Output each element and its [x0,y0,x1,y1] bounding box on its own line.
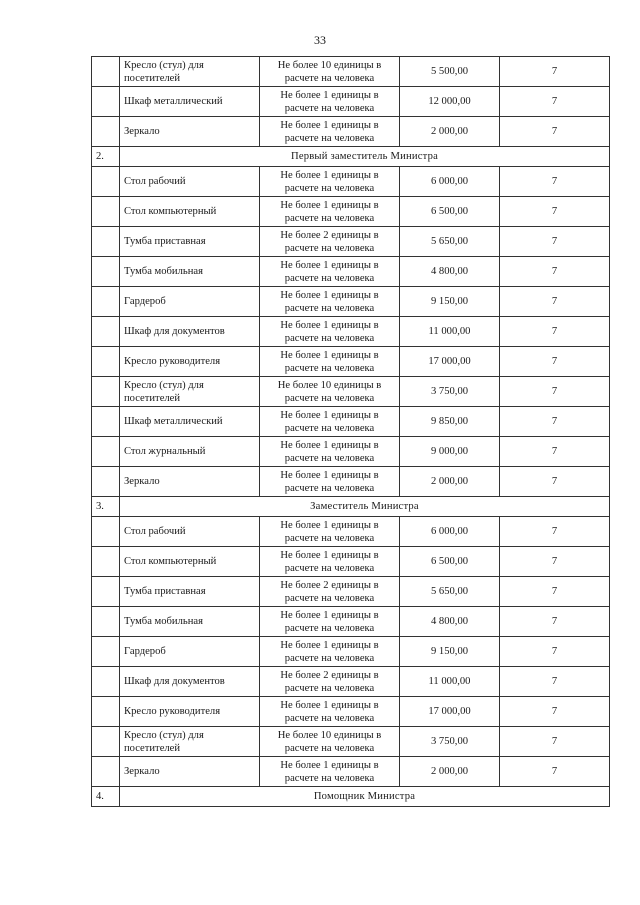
table-row [92,547,610,577]
quantity-norm-cell: Не более 1 единицы в расчете на человека [260,467,400,497]
table-row [92,287,610,317]
quantity-norm-cell: Не более 1 единицы в расчете на человека [260,317,400,347]
row-number-cell [92,697,120,727]
item-name-cell: Гардероб [120,637,260,667]
table-row [92,607,610,637]
service-term-cell: 7 [500,57,610,87]
quantity-norm-cell: Не более 1 единицы в расчете на человека [260,347,400,377]
table-row [92,347,610,377]
quantity-norm-cell: Не более 2 единицы в расчете на человека [260,667,400,697]
price-cell: 2 000,00 [400,757,500,787]
section-number: 3. [92,497,120,517]
section-row [92,147,610,167]
row-number-cell [92,667,120,697]
table-row [92,377,610,407]
price-cell: 6 500,00 [400,547,500,577]
table-row [92,57,610,87]
price-cell: 4 800,00 [400,257,500,287]
item-name-cell: Тумба приставная [120,577,260,607]
section-title: Помощник Министра [120,787,610,807]
service-term-cell: 7 [500,227,610,257]
table-row [92,257,610,287]
service-term-cell: 7 [500,667,610,697]
row-number-cell [92,167,120,197]
row-number-cell [92,577,120,607]
price-cell: 6 000,00 [400,167,500,197]
item-name-cell: Шкаф для документов [120,667,260,697]
table-row [92,757,610,787]
table-row [92,577,610,607]
table-row [92,227,610,257]
item-name-cell: Стол рабочий [120,517,260,547]
section-row [92,497,610,517]
row-number-cell [92,317,120,347]
item-name-cell: Тумба мобильная [120,607,260,637]
table-row [92,697,610,727]
table-row [92,197,610,227]
quantity-norm-cell: Не более 2 единицы в расчете на человека [260,227,400,257]
price-cell: 3 750,00 [400,377,500,407]
item-name-cell: Кресло (стул) для посетителей [120,377,260,407]
service-term-cell: 7 [500,287,610,317]
item-name-cell: Зеркало [120,467,260,497]
item-name-cell: Кресло (стул) для посетителей [120,727,260,757]
table-body [92,57,610,807]
price-cell: 5 650,00 [400,577,500,607]
service-term-cell: 7 [500,437,610,467]
item-name-cell: Гардероб [120,287,260,317]
service-term-cell: 7 [500,577,610,607]
item-name-cell: Тумба мобильная [120,257,260,287]
row-number-cell [92,197,120,227]
quantity-norm-cell: Не более 1 единицы в расчете на человека [260,697,400,727]
quantity-norm-cell: Не более 1 единицы в расчете на человека [260,167,400,197]
item-name-cell: Стол компьютерный [120,197,260,227]
quantity-norm-cell: Не более 1 единицы в расчете на человека [260,637,400,667]
service-term-cell: 7 [500,347,610,377]
page-number: 33 [314,33,326,47]
price-cell: 12 000,00 [400,87,500,117]
price-cell: 11 000,00 [400,667,500,697]
table-row [92,407,610,437]
table-row [92,727,610,757]
quantity-norm-cell: Не более 10 единицы в расчете на человека [260,727,400,757]
service-term-cell: 7 [500,197,610,227]
item-name-cell: Кресло руководителя [120,697,260,727]
row-number-cell [92,227,120,257]
item-name-cell: Зеркало [120,757,260,787]
quantity-norm-cell: Не более 1 единицы в расчете на человека [260,87,400,117]
price-cell: 2 000,00 [400,467,500,497]
service-term-cell: 7 [500,757,610,787]
item-name-cell: Шкаф металлический [120,87,260,117]
row-number-cell [92,377,120,407]
item-name-cell: Стол компьютерный [120,547,260,577]
service-term-cell: 7 [500,257,610,287]
table-row [92,437,610,467]
service-term-cell: 7 [500,377,610,407]
price-cell: 9 150,00 [400,287,500,317]
service-term-cell: 7 [500,637,610,667]
service-term-cell: 7 [500,607,610,637]
quantity-norm-cell: Не более 1 единицы в расчете на человека [260,197,400,227]
item-name-cell: Кресло (стул) для посетителей [120,57,260,87]
section-number: 2. [92,147,120,167]
quantity-norm-cell: Не более 1 единицы в расчете на человека [260,407,400,437]
item-name-cell: Тумба приставная [120,227,260,257]
row-number-cell [92,727,120,757]
row-number-cell [92,517,120,547]
price-cell: 9 000,00 [400,437,500,467]
price-cell: 5 500,00 [400,57,500,87]
price-cell: 2 000,00 [400,117,500,147]
service-term-cell: 7 [500,517,610,547]
section-number: 4. [92,787,120,807]
quantity-norm-cell: Не более 1 единицы в расчете на человека [260,757,400,787]
price-cell: 3 750,00 [400,727,500,757]
price-cell: 9 150,00 [400,637,500,667]
item-name-cell: Стол журнальный [120,437,260,467]
row-number-cell [92,257,120,287]
item-name-cell: Стол рабочий [120,167,260,197]
row-number-cell [92,87,120,117]
table-row [92,317,610,347]
service-term-cell: 7 [500,407,610,437]
price-cell: 9 850,00 [400,407,500,437]
item-name-cell: Зеркало [120,117,260,147]
price-cell: 4 800,00 [400,607,500,637]
table-row [92,167,610,197]
section-row [92,787,610,807]
item-name-cell: Шкаф для документов [120,317,260,347]
section-title: Заместитель Министра [120,497,610,517]
service-term-cell: 7 [500,167,610,197]
quantity-norm-cell: Не более 2 единицы в расчете на человека [260,577,400,607]
section-title: Первый заместитель Министра [120,147,610,167]
price-cell: 17 000,00 [400,347,500,377]
row-number-cell [92,117,120,147]
row-number-cell [92,547,120,577]
item-name-cell: Шкаф металлический [120,407,260,437]
quantity-norm-cell: Не более 10 единицы в расчете на человека [260,57,400,87]
row-number-cell [92,607,120,637]
quantity-norm-cell: Не более 1 единицы в расчете на человека [260,547,400,577]
quantity-norm-cell: Не более 10 единицы в расчете на человека [260,377,400,407]
quantity-norm-cell: Не более 1 единицы в расчете на человека [260,517,400,547]
item-name-cell: Кресло руководителя [120,347,260,377]
quantity-norm-cell: Не более 1 единицы в расчете на человека [260,437,400,467]
row-number-cell [92,437,120,467]
row-number-cell [92,407,120,437]
furniture-norms-table [91,56,610,807]
quantity-norm-cell: Не более 1 единицы в расчете на человека [260,257,400,287]
table-row [92,517,610,547]
service-term-cell: 7 [500,87,610,117]
service-term-cell: 7 [500,697,610,727]
service-term-cell: 7 [500,547,610,577]
quantity-norm-cell: Не более 1 единицы в расчете на человека [260,117,400,147]
row-number-cell [92,467,120,497]
service-term-cell: 7 [500,117,610,147]
row-number-cell [92,637,120,667]
price-cell: 5 650,00 [400,227,500,257]
service-term-cell: 7 [500,727,610,757]
row-number-cell [92,757,120,787]
table-row [92,667,610,697]
table-row [92,87,610,117]
quantity-norm-cell: Не более 1 единицы в расчете на человека [260,607,400,637]
row-number-cell [92,57,120,87]
price-cell: 11 000,00 [400,317,500,347]
price-cell: 17 000,00 [400,697,500,727]
price-cell: 6 000,00 [400,517,500,547]
service-term-cell: 7 [500,317,610,347]
table-row [92,467,610,497]
row-number-cell [92,347,120,377]
service-term-cell: 7 [500,467,610,497]
row-number-cell [92,287,120,317]
table-row [92,637,610,667]
table-row [92,117,610,147]
price-cell: 6 500,00 [400,197,500,227]
quantity-norm-cell: Не более 1 единицы в расчете на человека [260,287,400,317]
